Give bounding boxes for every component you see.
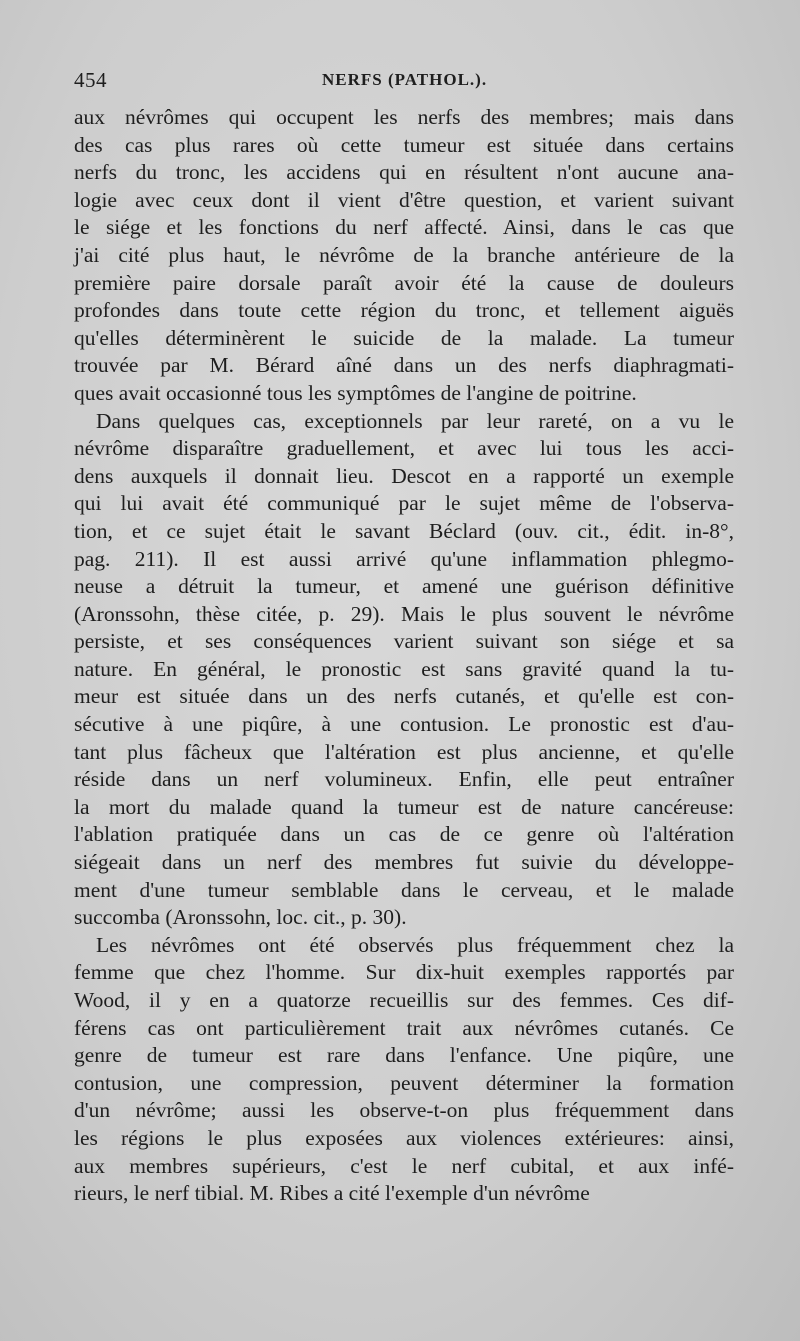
- text-line: tant plus fâcheux que l'altération est plus ancienne, et qu'elle: [74, 739, 734, 764]
- text-line: dens auxquels il donnait lieu. Descot en a rapporté un exemple: [74, 463, 734, 488]
- page-header: [74, 68, 734, 98]
- text-line: persiste, et ses conséquences varient suivant son siége et sa: [74, 629, 734, 654]
- text-line: j'ai cité plus haut, le névrôme de la branche antérieure de la: [74, 242, 734, 267]
- text-line: neuse a détruit la tumeur, et amené une guérison définitive: [74, 574, 734, 599]
- text-line: rieurs, le nerf tibial. M. Ribes a cité l'exemple d'un névrôme: [74, 1181, 590, 1206]
- text-line: genre de tumeur est rare dans l'enfance. Une piqûre, une: [74, 1043, 734, 1068]
- text-line: aux névrômes qui occupent les nerfs des membres; mais dans: [74, 105, 734, 129]
- text-line: férens cas ont particulièrement trait aux névrômes cutanés. Ce: [74, 1015, 734, 1040]
- text-line: première paire dorsale paraît avoir été la cause de douleurs: [74, 270, 734, 295]
- text-line: trouvée par M. Bérard aîné dans un des nerfs diaphragmati-: [74, 353, 734, 378]
- body-text: [74, 104, 734, 1208]
- text-line: l'ablation pratiquée dans un cas de ce genre où l'altération: [74, 822, 734, 847]
- text-line: ques avait occasionné tous les symptômes de l'angine de poitrine.: [74, 380, 637, 405]
- text-line: d'un névrôme; aussi les observe-t-on plus fréquemment dans: [74, 1098, 734, 1123]
- text-line: névrôme disparaître graduellement, et avec lui tous les acci-: [74, 436, 734, 461]
- text-line: réside dans un nerf volumineux. Enfin, elle peut entraîner: [74, 767, 734, 792]
- text-line: ment d'une tumeur semblable dans le cerveau, et le malade: [74, 877, 734, 902]
- text-line: contusion, une compression, peuvent déterminer la formation: [74, 1070, 734, 1095]
- text-line: Dans quelques cas, exceptionnels par leur rareté, on a vu le: [96, 408, 734, 433]
- paragraph: [74, 932, 734, 1208]
- text-line: (Aronssohn, thèse citée, p. 29). Mais le plus souvent le névrôme: [74, 601, 734, 626]
- paragraph: [74, 408, 734, 932]
- text-line: femme que chez l'homme. Sur dix-huit exemples rapportés par: [74, 960, 734, 985]
- text-line: qu'elles déterminèrent le suicide de la malade. La tumeur: [74, 325, 734, 350]
- text-line: la mort du malade quand la tumeur est de nature cancéreuse:: [74, 794, 734, 819]
- text-line: les régions le plus exposées aux violences extérieures: ainsi,: [74, 1125, 734, 1150]
- text-line: sécutive à une piqûre, à une contusion. Le pronostic est d'au-: [74, 712, 734, 737]
- text-line: Wood, il y en a quatorze recueillis sur des femmes. Ces dif-: [74, 988, 734, 1012]
- text-line: succomba (Aronssohn, loc. cit., p. 30).: [74, 905, 407, 930]
- text-line: profondes dans toute cette région du tronc, et tellement aiguës: [74, 298, 734, 323]
- text-line: pag. 211). Il est aussi arrivé qu'une inflammation phlegmo-: [74, 546, 734, 571]
- text-line: siégeait dans un nerf des membres fut suivie du développe-: [74, 850, 734, 875]
- text-line: des cas plus rares où cette tumeur est située dans certains: [74, 132, 734, 157]
- text-line: Les névrômes ont été observés plus fréquemment chez la: [96, 932, 734, 957]
- text-line: qui lui avait été communiqué par le sujet même de l'observa-: [74, 491, 734, 516]
- text-line: nerfs du tronc, les accidens qui en résultent n'ont aucune ana-: [74, 160, 734, 185]
- text-line: aux membres supérieurs, c'est le nerf cubital, et aux infé-: [74, 1153, 734, 1178]
- paragraph: [74, 104, 734, 408]
- text-line: tion, et ce sujet était le savant Béclard (ouv. cit., édit. in-8°,: [74, 518, 734, 543]
- text-line: logie avec ceux dont il vient d'être question, et varient suivant: [74, 187, 734, 212]
- text-line: meur est située dans un des nerfs cutanés, et qu'elle est con-: [74, 684, 734, 709]
- running-head: NERFS (PATHOL.).: [322, 70, 488, 89]
- text-line: le siége et les fonctions du nerf affecté. Ainsi, dans le cas que: [74, 215, 734, 240]
- text-line: nature. En général, le pronostic est sans gravité quand la tu-: [74, 656, 734, 681]
- page-number: 454: [74, 68, 107, 92]
